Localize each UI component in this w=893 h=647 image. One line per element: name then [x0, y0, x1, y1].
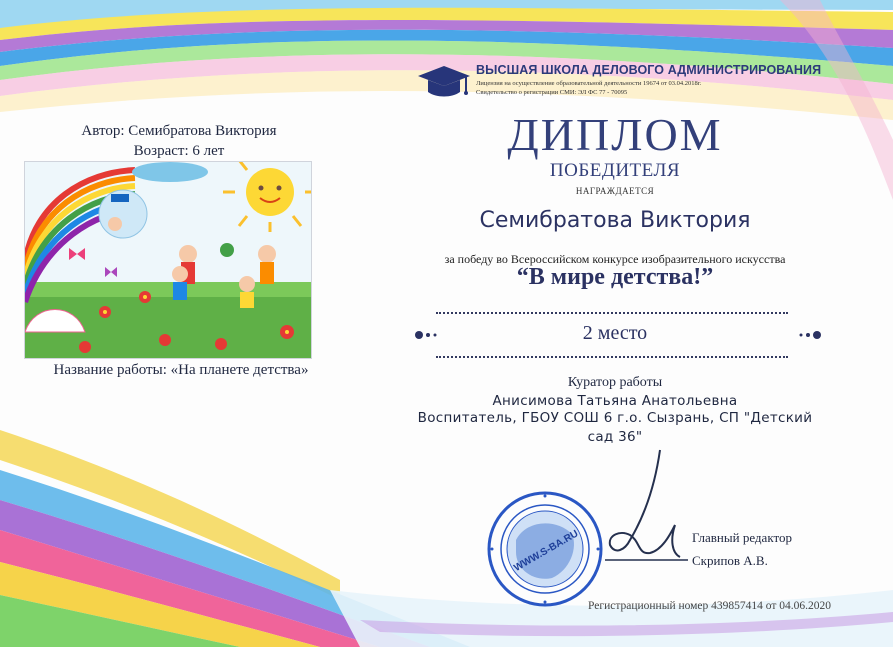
- dotted-divider-top: [436, 312, 788, 314]
- signer-title: Главный редактор: [692, 530, 792, 545]
- right-dots-ornament: [796, 330, 822, 340]
- place-value: 2 место: [582, 322, 648, 344]
- recipient-name: Семибратова Виктория: [479, 208, 751, 233]
- curator-name: Анисимова Татьяна Анатольевна: [492, 393, 738, 409]
- round-seal-stamp: [486, 490, 604, 608]
- organization-license: Лицензия на осуществление образовательной деятельности 19674 от 03.04.2018г.: [476, 80, 702, 87]
- graduation-cap-icon: [416, 62, 476, 102]
- awarded-label: НАГРАЖДАЕТСЯ: [575, 186, 655, 196]
- signer-name: Скрипов А.В.: [692, 553, 768, 568]
- dotted-divider-bottom: [436, 356, 788, 358]
- handwritten-signature: [600, 445, 690, 565]
- child-drawing: [24, 161, 312, 359]
- seal-text: WWW.S-BA.RU: [512, 528, 581, 574]
- contest-name: “В мире детства!”: [516, 264, 714, 290]
- diploma-title: ДИПЛОМ: [507, 109, 723, 160]
- author-name: Автор: Семибратова Виктория: [81, 123, 277, 139]
- left-dots-ornament: [414, 330, 440, 340]
- curator-label: Куратор работы: [567, 375, 663, 390]
- organization-registration: Свидетельство о регистрации СМИ: ЭЛ ФС 77 - 70095: [476, 89, 628, 96]
- organization-name: ВЫСШАЯ ШКОЛА ДЕЛОВОГО АДМИНИСТРИРОВАНИЯ: [476, 63, 822, 77]
- work-title: Название работы: «На планете детства»: [53, 362, 309, 378]
- diploma-subtitle: ПОБЕДИТЕЛЯ: [549, 160, 681, 181]
- drawing-image: [25, 162, 311, 358]
- author-info: [20, 121, 338, 161]
- registration-number: Регистрационный номер 439857414 от 04.06.2020: [588, 600, 832, 612]
- author-age: Возраст: 6 лет: [133, 143, 225, 159]
- contest-description: за победу во Всероссийском конкурсе изобразительного искусства: [444, 252, 786, 266]
- curator-position: Воспитатель, ГБОУ СОШ 6 г.о. Сызрань, СП "Детский сад 36": [417, 410, 813, 445]
